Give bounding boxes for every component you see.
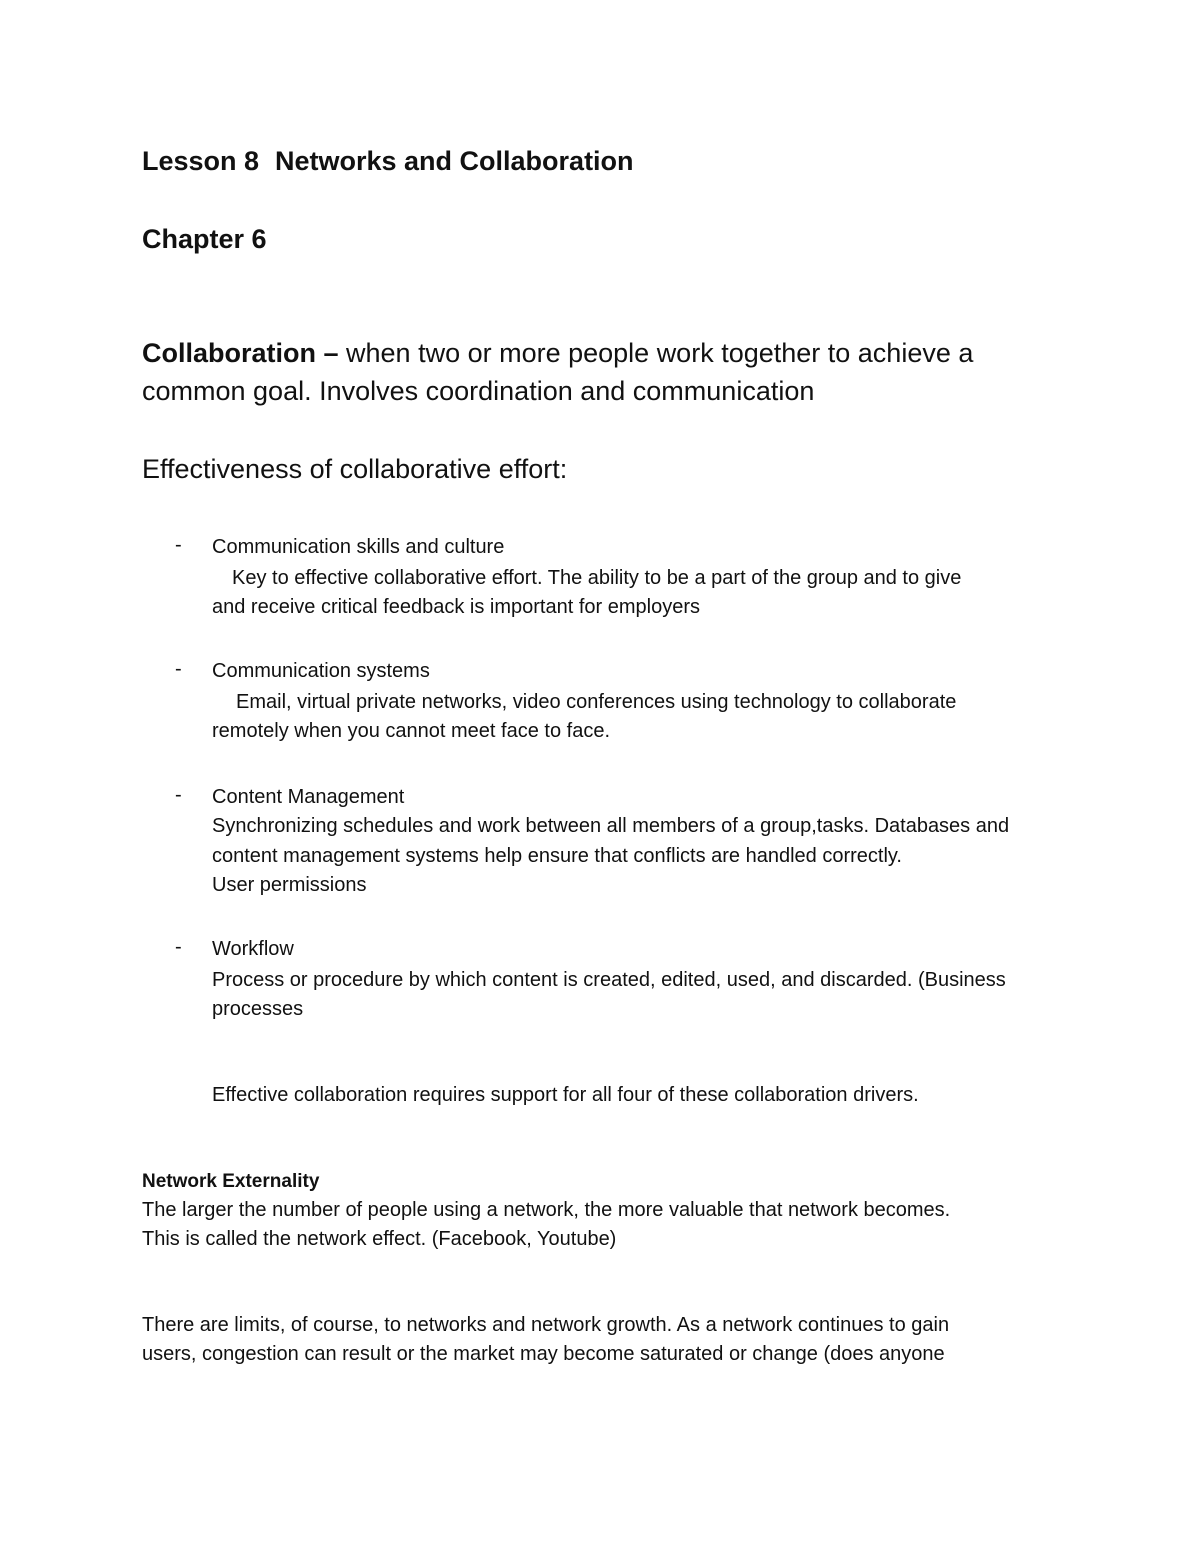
driver-text: content management systems help ensure that conflicts are handled correctly. (212, 845, 902, 867)
driver-text: User permissions (212, 874, 367, 896)
effectiveness-heading: Effectiveness of collaborative effort: (142, 454, 568, 484)
bullet-dash: - (175, 534, 182, 556)
bullet-dash: - (175, 658, 182, 680)
lesson-topic: Networks and Collaboration (275, 146, 634, 176)
driver-title: Content Management (212, 786, 405, 808)
drivers-summary: Effective collaboration requires support for all four of these collaboration drivers. (212, 1084, 919, 1106)
driver-text: Key to effective collaborative effort. The ability to be a part of the group and to give (232, 567, 962, 589)
network-externality-text: The larger the number of people using a network, the more valuable that network becomes. (142, 1199, 951, 1221)
driver-title: Communication skills and culture (212, 536, 505, 558)
driver-text: processes (212, 998, 304, 1020)
definition-line-1 (142, 338, 973, 369)
lesson-number: Lesson 8 (142, 146, 260, 176)
limits-text: There are limits, of course, to networks and network growth. As a network continues to gain (142, 1314, 950, 1336)
definition-term: Collaboration – (142, 338, 339, 368)
driver-text: Process or procedure by which content is created, edited, used, and discarded. (Business (212, 969, 1006, 991)
network-externality-heading: Network Externality (142, 1171, 320, 1192)
network-externality-text: This is called the network effect. (Facebook, Youtube) (142, 1228, 617, 1250)
driver-title: Workflow (212, 938, 294, 960)
chapter-heading: Chapter 6 (142, 224, 267, 254)
bullet-dash: - (175, 784, 182, 806)
driver-title: Communication systems (212, 660, 430, 682)
bullet-dash: - (175, 936, 182, 958)
driver-text: remotely when you cannot meet face to face. (212, 720, 610, 742)
driver-text: and receive critical feedback is important for employers (212, 596, 700, 618)
definition-text-1: when two or more people work together to achieve a (338, 338, 974, 368)
definition-line-2: common goal. Involves coordination and communication (142, 376, 815, 406)
limits-text: users, congestion can result or the market may become saturated or change (does anyone (142, 1343, 945, 1365)
driver-text: Email, virtual private networks, video conferences using technology to collaborate (236, 691, 957, 713)
driver-text: Synchronizing schedules and work between all members of a group,tasks. Databases and (212, 815, 1010, 837)
